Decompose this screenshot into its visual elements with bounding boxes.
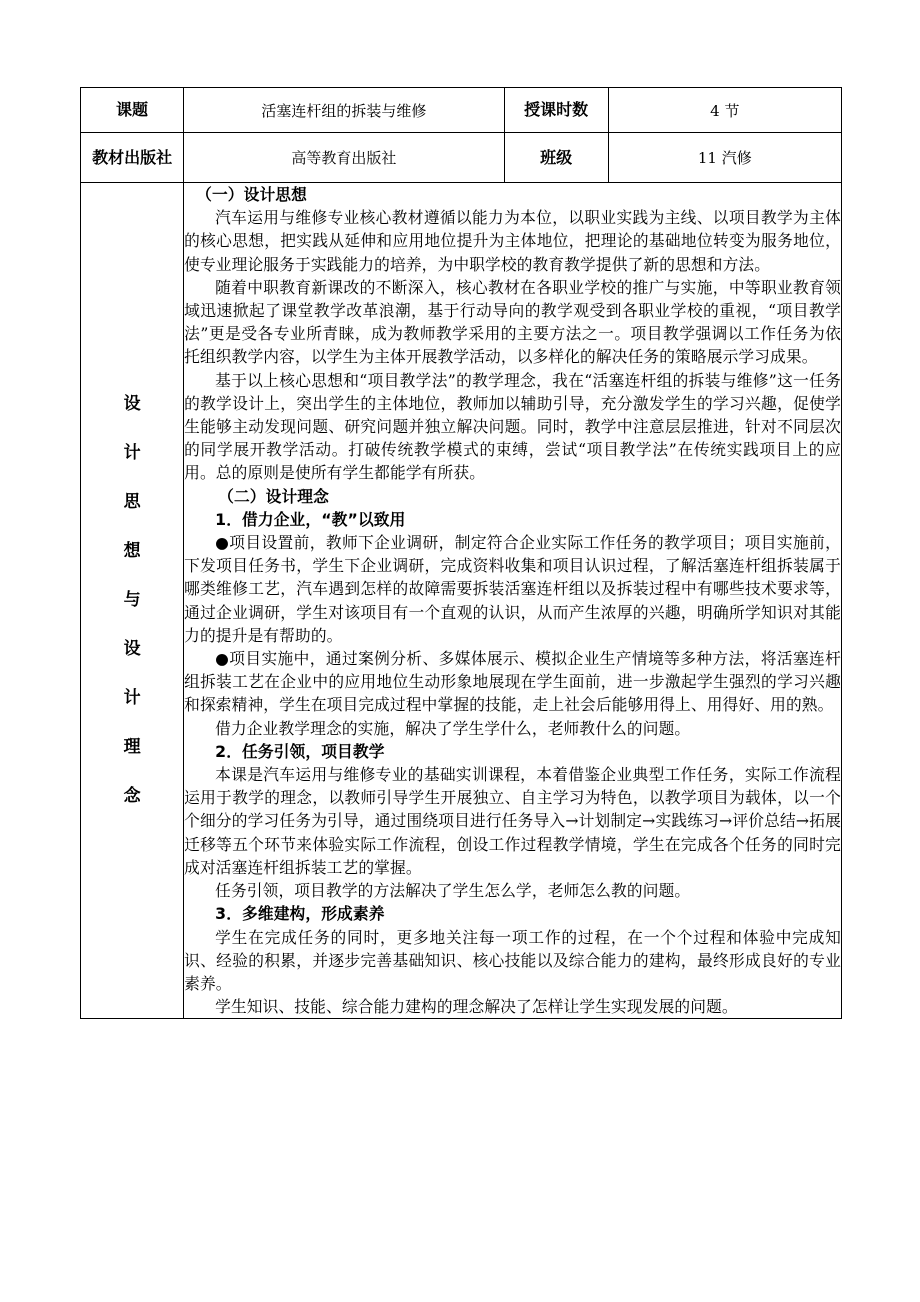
topic-label: 课题 (81, 88, 184, 133)
paragraph: 学生知识、技能、综合能力建构的理念解决了怎样让学生实现发展的问题。 (215, 997, 738, 1017)
side-char: 设 (123, 394, 141, 415)
paragraph: 本课是汽车运用与维修专业的基础实训课程，本着借鉴企业典型工作任务，实际工作流程运用于教学的理念，以教师引导学生开展独立、自主学习为特色，以教学项目为载体，以一个个细分的学习任务为引导，通过围绕项目进行任务导入→计划制定→实践练习→评价总结→拓展迁移等五个环节来体验实际工作流程，创设工作过程教学情境，学生在完成各个任务的同时完成对活塞连杆组拆装工艺的掌握。 (184, 765, 841, 877)
side-char: 设 (123, 639, 141, 660)
table-row (81, 133, 842, 183)
side-char: 与 (123, 590, 141, 611)
class-label: 班级 (504, 133, 608, 183)
paragraph: 基于以上核心思想和“项目教学法”的教学理念，我在“活塞连杆组的拆装与维修”这一任务的教学设计上，突出学生的主体地位，教师加以辅助引导，充分激发学生的学习兴趣，促使学生能够主动发现问题、研究问题并独立解决问题。同时，教学中注意层层推进，针对不同层次的同学展开教学活动。打破传统教学模式的束缚，尝试“项目教学法”在传统实践项目上的应用。总的原则是使所有学生都能学有所获。 (184, 370, 841, 483)
bullet-paragraph: ●项目设置前，教师下企业调研，制定符合企业实际工作任务的教学项目；项目实施前，下发项目任务书，学生下企业调研，完成资料收集和项目认识过程，了解活塞连杆组拆装属于哪类维修工艺，汽车遇到怎样的故障需要拆装活塞连杆组以及拆装过程中有哪些技术要求等，通过企业调研，学生对该项目有一个直观的认识，从而产生浓厚的兴趣，明确所学知识对其能力的提升是有帮助的。 (184, 533, 841, 645)
side-char: 计 (123, 688, 141, 709)
side-char: 想 (123, 541, 141, 562)
section-heading: （一）设计思想 (196, 185, 307, 204)
side-label (81, 183, 184, 1019)
publisher-label-text: 教材出版社 (92, 147, 173, 167)
hours-label: 授课时数 (504, 88, 608, 133)
paragraph: 随着中职教育新课改的不断深入，核心教材在各职业学校的推广与实施，中等职业教育领域迅速掀起了课堂教学改革浪潮，基于行动导向的教学观受到各职业学校的重视，“项目教学法”更是受各专业所青睐，成为教师教学采用的主要方法之一。项目教学强调以工作任务为依托组织教学内容，以学生为主体开展教学活动，以多样化的解决任务的策略展示学习成果。 (184, 277, 841, 367)
side-char: 理 (123, 737, 141, 758)
paragraph: 借力企业教学理念的实施，解决了学生学什么，老师教什么的问题。 (215, 718, 691, 738)
side-char: 念 (123, 786, 141, 807)
subsection-heading: 1．借力企业，“教”以致用 (215, 509, 406, 529)
hours-value: 4 节 (608, 88, 841, 133)
content-cell (184, 183, 842, 1019)
side-char: 计 (123, 443, 141, 464)
publisher-value: 高等教育出版社 (184, 133, 504, 183)
paragraph: 汽车运用与维修专业核心教材遵循以能力为本位，以职业实践为主线、以项目教学为主体的核心思想，把实践从延伸和应用地位提升为主体地位，把理论的基础地位转变为服务地位，使专业理论服务于实践能力的培养，为中职学校的教育教学提供了新的思想和方法。 (184, 208, 841, 274)
subsection-heading: 2．任务引领，项目教学 (215, 741, 385, 761)
lesson-plan-table (80, 87, 842, 1019)
publisher-label (81, 133, 184, 183)
side-char: 思 (123, 492, 141, 513)
table-row (81, 88, 842, 133)
class-value: 11 汽修 (608, 133, 841, 183)
bullet-paragraph: ●项目实施中，通过案例分析、多媒体展示、模拟企业生产情境等多种方法，将活塞连杆组拆装工艺在企业中的应用地位生动形象地展现在学生面前，进一步激起学生强烈的学习兴趣和探索精神，学生在项目完成过程中掌握的技能，走上社会后能够用得上、用得好、用的熟。 (184, 649, 841, 715)
paragraph: 任务引领，项目教学的方法解决了学生怎么学，老师怎么教的问题。 (215, 881, 691, 901)
subsection-heading: 3．多维建构，形成素养 (215, 904, 385, 924)
paragraph: 学生在完成任务的同时，更多地关注每一项工作的过程，在一个个过程和体验中完成知识、经验的积累，并逐步完善基础知识、核心技能以及综合能力的建构，最终形成良好的专业素养。 (184, 927, 841, 993)
table-row (81, 183, 842, 1019)
topic-value: 活塞连杆组的拆装与维修 (184, 88, 504, 133)
section-heading: （二）设计理念 (218, 486, 329, 506)
